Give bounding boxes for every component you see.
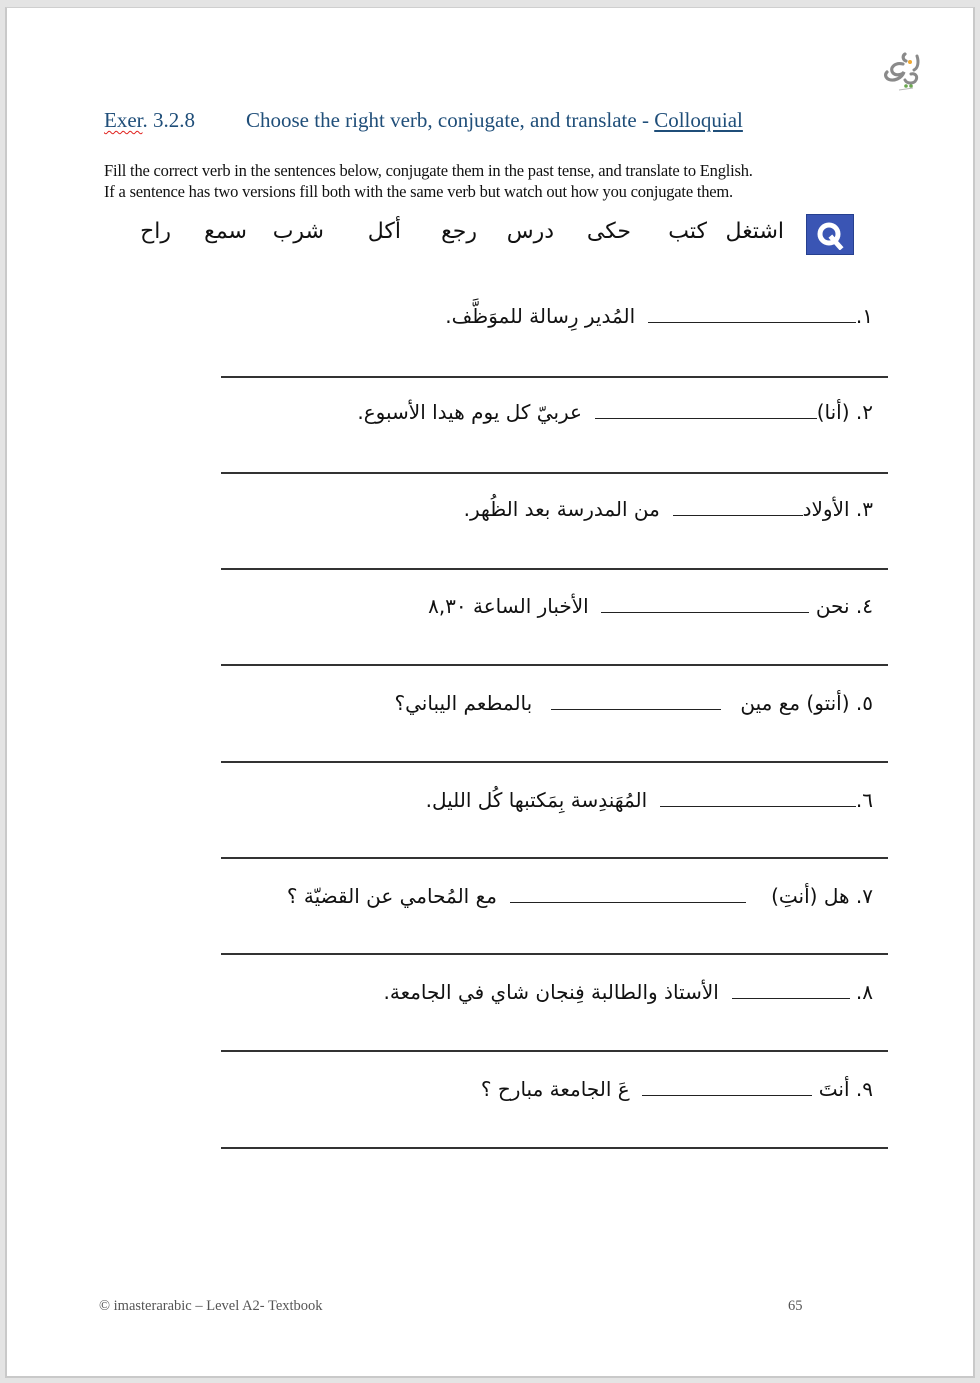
exercise-prefix: Exer <box>104 108 143 132</box>
instructions <box>104 160 904 202</box>
sentence-2: ٢. (أنا) عربيّ كل يوم هيدا الأسبوع. <box>357 400 873 424</box>
blank-input[interactable] <box>732 978 850 999</box>
translation-line[interactable] <box>221 472 888 474</box>
word-bank <box>127 213 887 257</box>
word-bank-item: حكى <box>586 219 631 244</box>
sentence-9: ٩. أنتَ عَ الجامعة مبارح ؟ <box>480 1077 873 1101</box>
word-bank-item: شرب <box>272 219 324 244</box>
translation-line[interactable] <box>221 857 888 859</box>
page-number: 65 <box>788 1298 803 1314</box>
sentence-6: ٦. المُهَندِسة بِمَكتبها كُل الليل. <box>425 788 873 812</box>
sentence-5: ٥. (أنتو) مع مين بالمطعم اليباني؟ <box>394 691 873 715</box>
word-bank-item: اشتغل <box>725 219 784 244</box>
colloquial-link[interactable]: Colloquial <box>654 108 743 132</box>
sentence-1: ١. المُدير رِسالة للموَظَّف. <box>445 304 873 328</box>
translation-line[interactable] <box>221 376 888 378</box>
word-bank-item: درس <box>506 219 554 244</box>
blank-input[interactable] <box>673 495 803 516</box>
exercise-title <box>104 108 743 133</box>
instruction-line-2: If a sentence has two versions fill both with the same verb but watch out how you conjugate them. <box>104 182 733 201</box>
translation-line[interactable] <box>221 664 888 666</box>
blank-input[interactable] <box>595 398 817 419</box>
blank-input[interactable] <box>660 786 856 807</box>
blank-input[interactable] <box>551 689 721 710</box>
exercise-number: Exer. 3.2.8 <box>104 108 195 132</box>
blank-input[interactable] <box>510 882 746 903</box>
translation-line[interactable] <box>221 568 888 570</box>
word-bank-item: رجع <box>441 219 477 244</box>
sentence-7: ٧. هل (أنتِ) مع المُحامي عن القضيّة ؟ <box>286 884 873 908</box>
translation-line[interactable] <box>221 953 888 955</box>
instruction-line-1: Fill the correct verb in the sentences below, conjugate them in the past tense, and translate to English. <box>104 161 753 180</box>
word-bank-item: كتب <box>668 219 707 244</box>
title-text: Choose the right verb, conjugate, and translate - <box>246 108 655 132</box>
document-page <box>5 7 975 1378</box>
footer-copyright: © imasterarabic – Level A2- Textbook <box>99 1298 323 1314</box>
translation-line[interactable] <box>221 761 888 763</box>
blank-input[interactable] <box>642 1075 812 1096</box>
translation-line[interactable] <box>221 1050 888 1052</box>
blank-input[interactable] <box>601 592 809 613</box>
sentence-4: ٤. نحن الأخبار الساعة ٨,٣٠ <box>428 594 873 618</box>
sentence-8: ٨. الأستاذ والطالبة فِنجان شاي في الجامعة. <box>383 980 873 1004</box>
arabi-logo-icon <box>873 46 925 98</box>
word-bank-item: أكل <box>367 219 401 244</box>
word-bank-item: راح <box>140 219 171 244</box>
sentence-3: ٣. الأولاد من المدرسة بعد الظُهر. <box>463 497 873 521</box>
translation-line[interactable] <box>221 1147 888 1149</box>
word-bank-item: سمع <box>204 219 247 244</box>
blank-input[interactable] <box>648 302 856 323</box>
